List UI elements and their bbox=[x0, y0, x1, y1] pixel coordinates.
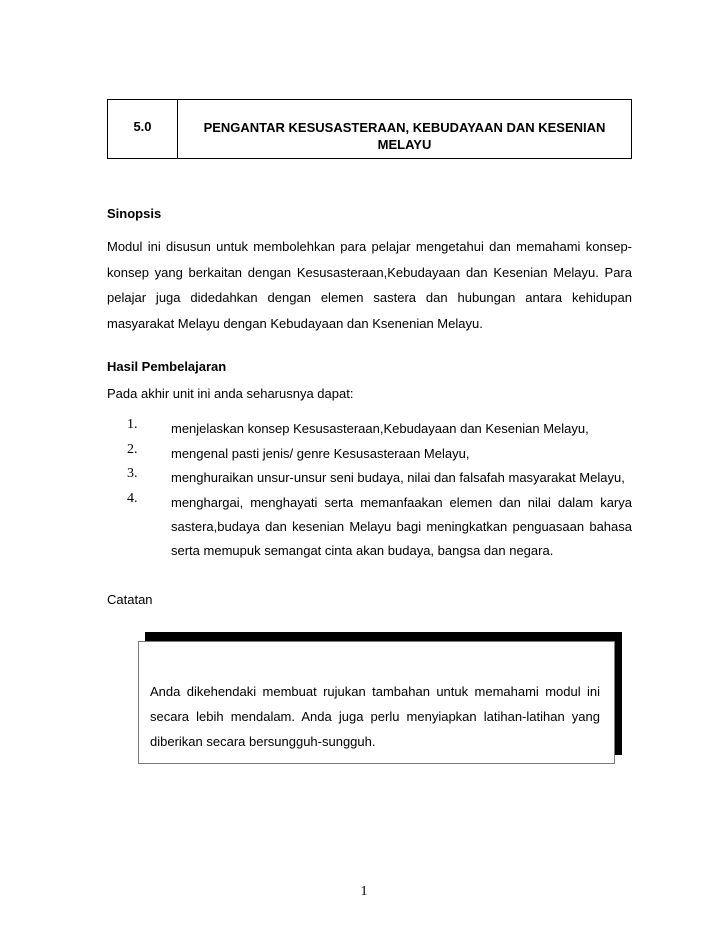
list-item-number: 2. bbox=[127, 442, 138, 457]
list-item-text: menghuraikan unsur-unsur seni budaya, nilai dan falsafah masyarakat Melayu, bbox=[171, 470, 625, 485]
module-title bbox=[178, 100, 631, 158]
catatan-label: Catatan bbox=[107, 592, 153, 607]
page-number: 1 bbox=[360, 884, 368, 899]
list-item-number: 1. bbox=[127, 417, 138, 432]
hasil-heading: Hasil Pembelajaran bbox=[107, 359, 227, 374]
module-title-line2: MELAYU bbox=[377, 137, 432, 152]
sinopsis-heading: Sinopsis bbox=[107, 206, 162, 221]
list-item-text: menghargai, menghayati serta memanfaakan elemen dan nilai dalam karya sastera,budaya dan kesenian Melayu bagi meningkatkan penguasaan bahasa serta memupuk semangat cinta akan budaya, bangsa dan negara. bbox=[171, 495, 632, 558]
sinopsis-text: Modul ini disusun untuk membolehkan para pelajar mengetahui dan memahami konsep-konsep yang berkaitan dengan Kesusasteraan,Kebudayaan dan Kesenian Melayu. Para pelajar juga didedahkan dengan elemen sastera dan hubungan antara kehidupan masyarakat Melayu dengan Kebudayaan dan Ksenenian Melayu. bbox=[107, 239, 632, 331]
module-title-box bbox=[107, 99, 632, 159]
note-text: Anda dikehendaki membuat rujukan tambahan untuk memahami modul ini secara lebih mendalam. Anda juga perlu menyiapkan latihan-latihan yang diberikan secara bersungguh-sungguh. bbox=[150, 684, 600, 749]
list-item-number: 3. bbox=[127, 466, 138, 481]
module-number: 5.0 bbox=[108, 100, 178, 158]
module-title-line1: PENGANTAR KESUSASTERAAN, KEBUDAYAAN DAN KESENIAN bbox=[203, 120, 606, 135]
list-item-number: 4. bbox=[127, 491, 138, 506]
list-item-text: menjelaskan konsep Kesusasteraan,Kebudayaan dan Kesenian Melayu, bbox=[171, 421, 589, 436]
list-item-text: mengenal pasti jenis/ genre Kesusasteraan Melayu, bbox=[171, 446, 470, 461]
hasil-intro: Pada akhir unit ini anda seharusnya dapat: bbox=[107, 386, 354, 401]
